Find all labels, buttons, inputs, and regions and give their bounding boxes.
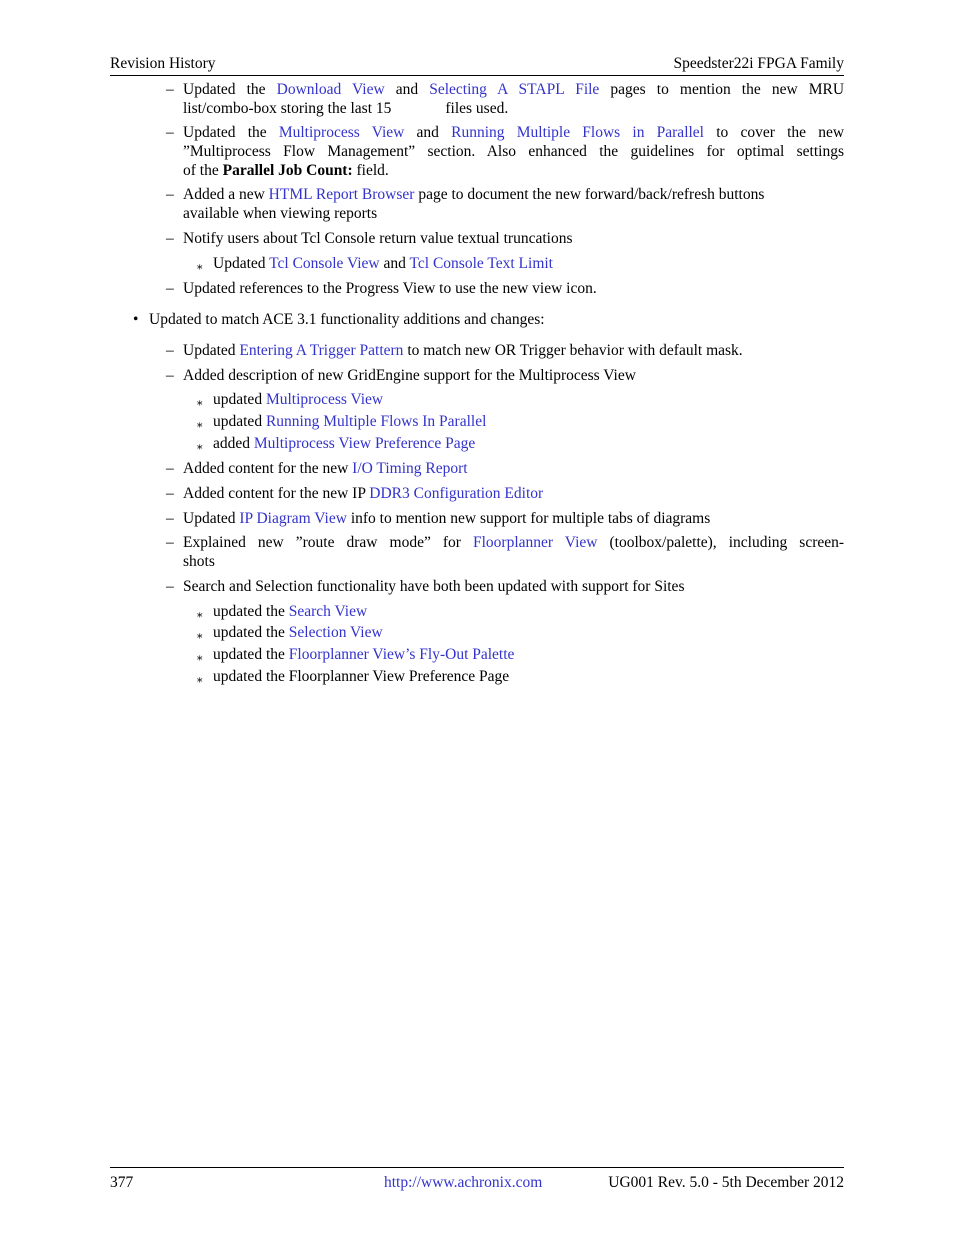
link-running-multiple-flows[interactable]: Running Multiple Flows In Parallel xyxy=(265,413,487,430)
dash-marker: – xyxy=(166,510,174,527)
sub-list-item: Updated Tcl Console View and Tcl Console Text Limit xyxy=(213,255,553,272)
list-item-continuation: shots xyxy=(183,553,215,570)
list-item: Updated references to the Progress View to use the new view icon. xyxy=(183,280,597,297)
list-item: Notify users about Tcl Console return value textual truncations xyxy=(183,230,573,247)
list-item: Updated the Multiprocess View and Running Multiple Flows in Parallel to cover the new xyxy=(183,124,845,141)
header-rule xyxy=(110,75,844,76)
footer-doc-revision: UG001 Rev. 5.0 - 5th December 2012 xyxy=(608,1174,844,1191)
link-tcl-console-text-limit[interactable]: Tcl Console Text Limit xyxy=(409,255,553,272)
dash-marker: – xyxy=(166,124,174,141)
link-floorplanner-flyout-palette[interactable]: Floorplanner View’s Fly-Out Palette xyxy=(288,646,515,663)
star-marker: ⁎ xyxy=(197,440,203,452)
dash-marker: – xyxy=(166,578,174,595)
top-level-list-item: Updated to match ACE 3.1 functionality additions and changes: xyxy=(149,311,545,328)
link-running-multiple-flows[interactable]: Running Multiple Flows in Parallel xyxy=(451,124,704,141)
sub-list-item: updated the Floorplanner View’s Fly-Out Palette xyxy=(213,646,515,663)
list-item: Updated the Download View and Selecting A STAPL File pages to mention the new MRU xyxy=(183,81,845,98)
star-marker: ⁎ xyxy=(197,260,203,272)
list-item: Added a new HTML Report Browser page to document the new forward/back/refresh buttons xyxy=(183,186,765,203)
star-marker: ⁎ xyxy=(197,629,203,641)
link-search-view[interactable]: Search View xyxy=(288,603,368,620)
list-item: Added content for the new I/O Timing Report xyxy=(183,460,468,477)
dash-marker: – xyxy=(166,460,174,477)
list-item-continuation: available when viewing reports xyxy=(183,205,378,222)
link-floorplanner-view[interactable]: Floorplanner View xyxy=(472,534,598,551)
list-item: Updated IP Diagram View info to mention new support for multiple tabs of diagrams xyxy=(183,510,711,527)
list-item: Added description of new GridEngine support for the Multiprocess View xyxy=(183,367,636,384)
link-ddr3-configuration-editor[interactable]: DDR3 Configuration Editor xyxy=(369,485,544,502)
sub-list-item: updated Running Multiple Flows In Parallel xyxy=(213,413,487,430)
link-multiprocess-view[interactable]: Multiprocess View xyxy=(265,391,384,408)
bullet-marker: • xyxy=(133,311,139,328)
list-item: Search and Selection functionality have both been updated with support for Sites xyxy=(183,578,685,595)
sub-list-item: updated the Selection View xyxy=(213,624,383,641)
link-selection-view[interactable]: Selection View xyxy=(288,624,383,641)
sub-list-item: added Multiprocess View Preference Page xyxy=(213,435,476,452)
dash-marker: – xyxy=(166,186,174,203)
star-marker: ⁎ xyxy=(197,651,203,663)
list-item-continuation: list/combo-box storing the last 15 files used. xyxy=(183,100,509,117)
link-multiprocess-view-preference-page[interactable]: Multiprocess View Preference Page xyxy=(253,435,476,452)
link-multiprocess-view[interactable]: Multiprocess View xyxy=(278,124,405,141)
list-item: Added content for the new IP DDR3 Configuration Editor xyxy=(183,485,544,502)
footer-url-link[interactable]: http://www.achronix.com xyxy=(384,1174,543,1191)
star-marker: ⁎ xyxy=(197,418,203,430)
page-number: 377 xyxy=(110,1174,134,1191)
list-item: Explained new ”route draw mode” for Floorplanner View (toolbox/palette), including screen- xyxy=(183,534,845,551)
footer-rule xyxy=(110,1167,844,1168)
dash-marker: – xyxy=(166,534,174,551)
field-name-parallel-job-count: Parallel Job Count: xyxy=(222,162,353,179)
dash-marker: – xyxy=(166,367,174,384)
header-product-name: Speedster22i FPGA Family xyxy=(673,55,844,72)
sub-list-item: updated the Search View xyxy=(213,603,368,620)
link-io-timing-report[interactable]: I/O Timing Report xyxy=(352,460,468,477)
list-item-continuation: of the Parallel Job Count: field. xyxy=(183,162,389,179)
link-download-view[interactable]: Download View xyxy=(276,81,385,98)
link-tcl-console-view[interactable]: Tcl Console View xyxy=(269,255,380,272)
sub-list-item: updated Multiprocess View xyxy=(213,391,384,408)
dash-marker: – xyxy=(166,81,174,98)
link-ip-diagram-view[interactable]: IP Diagram View xyxy=(239,510,347,527)
dash-marker: – xyxy=(166,485,174,502)
link-selecting-stapl-file[interactable]: Selecting A STAPL File xyxy=(429,81,600,98)
link-entering-trigger-pattern[interactable]: Entering A Trigger Pattern xyxy=(239,342,404,359)
star-marker: ⁎ xyxy=(197,396,203,408)
header-section-title: Revision History xyxy=(110,55,216,72)
list-item: Updated Entering A Trigger Pattern to match new OR Trigger behavior with default mask. xyxy=(183,342,743,359)
sub-list-item: updated the Floorplanner View Preference Page xyxy=(213,668,510,685)
dash-marker: – xyxy=(166,342,174,359)
star-marker: ⁎ xyxy=(197,673,203,685)
link-html-report-browser[interactable]: HTML Report Browser xyxy=(268,186,415,203)
list-item-continuation: ”Multiprocess Flow Management” section. Also enhanced the guidelines for optimal settings xyxy=(183,143,844,160)
dash-marker: – xyxy=(166,280,174,297)
star-marker: ⁎ xyxy=(197,608,203,620)
dash-marker: – xyxy=(166,230,174,247)
